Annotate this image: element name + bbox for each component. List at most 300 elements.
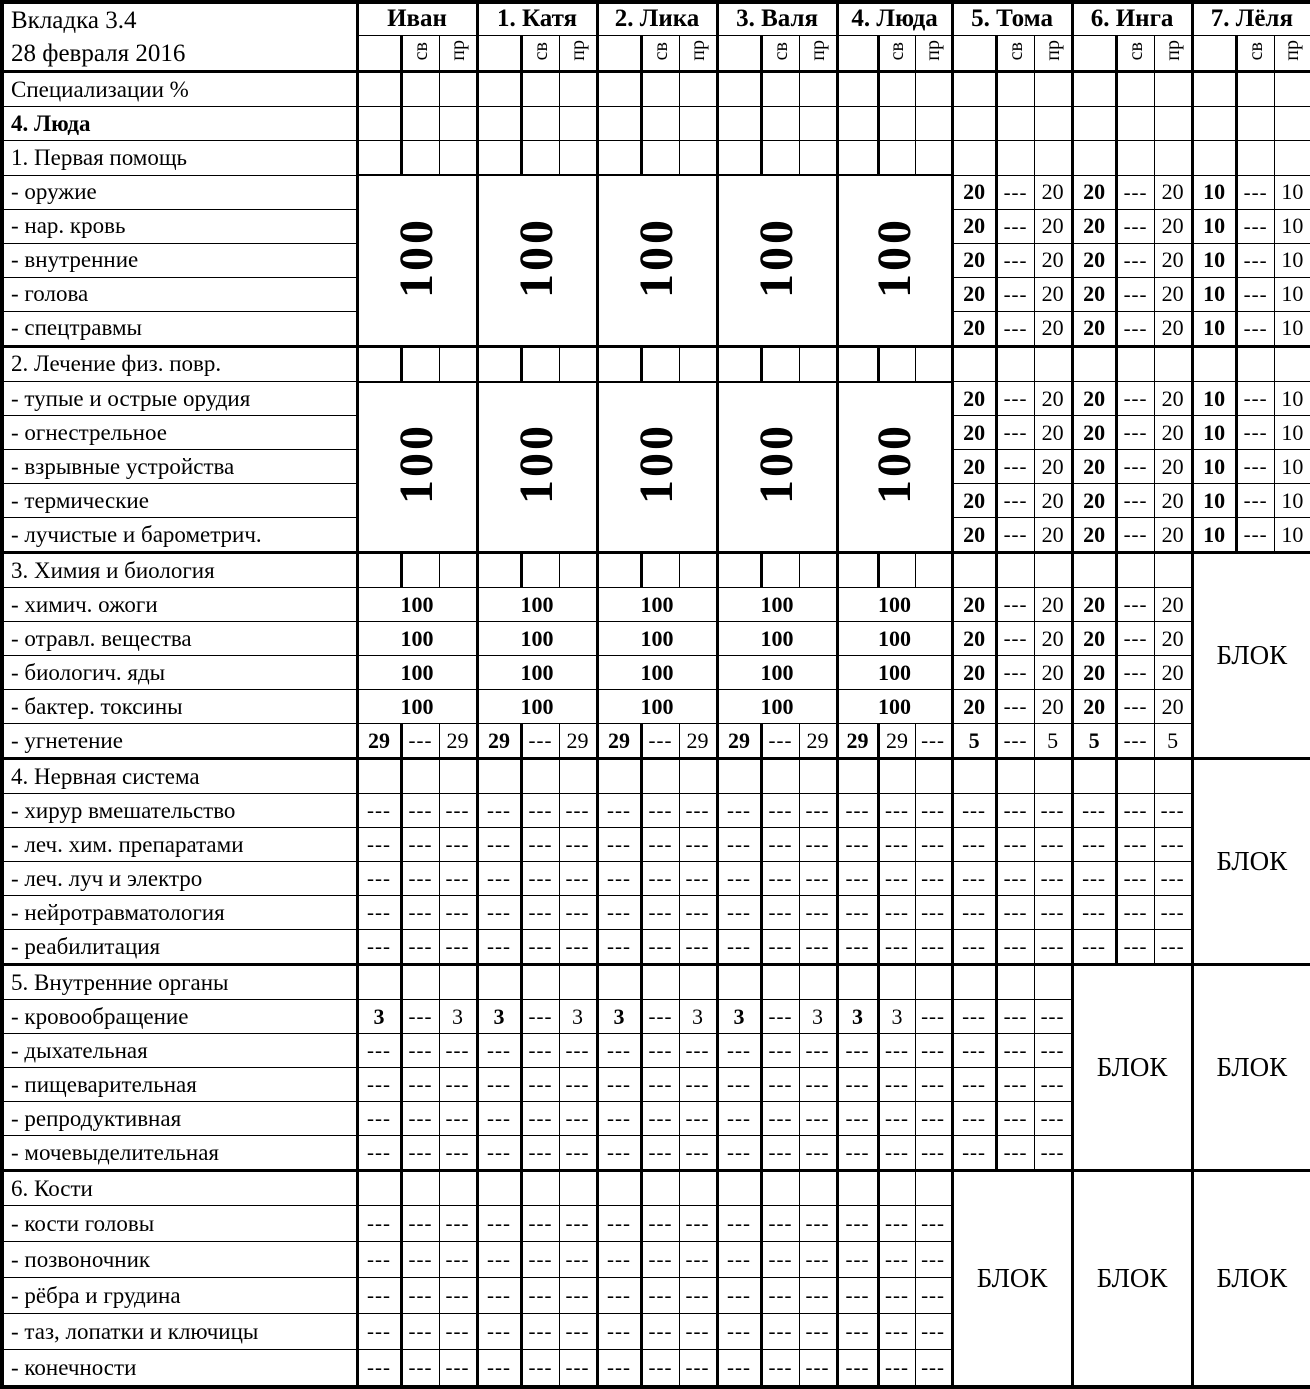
empty-cell — [477, 141, 521, 176]
subcol-header-sv — [401, 35, 439, 71]
value-cell: 20 — [1072, 518, 1116, 553]
row-label: - репродуктивная — [2, 1102, 357, 1136]
row-label: - мочевыделительная — [2, 1136, 357, 1171]
value-cell: --- — [641, 1206, 679, 1242]
value-cell: 10 — [1192, 311, 1236, 346]
value-cell: --- — [679, 1206, 717, 1242]
merged-100-cell — [717, 175, 837, 346]
value-cell: --- — [1116, 243, 1154, 277]
value-cell: --- — [641, 1068, 679, 1102]
value-cell: 10 — [1274, 382, 1310, 416]
subcol-header-blank — [1072, 35, 1116, 71]
value-cell: --- — [878, 1314, 915, 1350]
empty-cell — [521, 553, 559, 588]
subcol-header-pr-text: пр — [446, 39, 469, 61]
value-cell: --- — [401, 1136, 439, 1171]
value-cell: 20 — [1072, 622, 1116, 656]
merged-100-cell — [357, 175, 477, 346]
section-title: 3. Химия и биология — [2, 553, 357, 588]
value-cell: --- — [878, 828, 915, 862]
section-title: 2. Лечение физ. повр. — [2, 346, 357, 382]
value-cell: --- — [761, 1314, 799, 1350]
value-cell: --- — [799, 828, 837, 862]
empty-cell — [761, 1171, 799, 1206]
subcol-header-sv-text: св — [649, 41, 672, 60]
merged-100-cell-text: 100 — [867, 216, 921, 298]
person-header: 5. Тома — [952, 2, 1072, 35]
empty-cell — [837, 965, 878, 1000]
value-cell: --- — [521, 794, 559, 828]
empty-cell — [357, 759, 401, 794]
value-cell: --- — [717, 1206, 761, 1242]
value-cell: --- — [878, 930, 915, 965]
empty-cell — [915, 107, 952, 141]
empty-cell — [717, 965, 761, 1000]
value-cell: --- — [521, 1242, 559, 1278]
empty-cell — [1116, 72, 1154, 107]
value-cell: --- — [915, 1242, 952, 1278]
value-cell: --- — [357, 1136, 401, 1171]
value-cell: --- — [357, 1206, 401, 1242]
value-cell: --- — [521, 1034, 559, 1068]
empty-cell — [915, 553, 952, 588]
value-cell: --- — [1116, 794, 1154, 828]
value-cell: --- — [799, 862, 837, 896]
value-cell: 20 — [1072, 690, 1116, 724]
value-cell: --- — [357, 828, 401, 862]
row-label: - отравл. вещества — [2, 622, 357, 656]
value-cell: 10 — [1192, 277, 1236, 311]
empty-cell — [439, 72, 477, 107]
subcol-header-pr — [915, 35, 952, 71]
value-cell: --- — [761, 1206, 799, 1242]
value-cell: 20 — [1154, 209, 1192, 243]
value-cell: --- — [1034, 1102, 1072, 1136]
value-cell: --- — [597, 1102, 641, 1136]
value-cell: --- — [597, 862, 641, 896]
value-cell: --- — [477, 930, 521, 965]
empty-cell — [1072, 72, 1116, 107]
value-cell: --- — [401, 1068, 439, 1102]
value-cell: 20 — [1034, 243, 1072, 277]
value-cell: --- — [641, 1242, 679, 1278]
empty-cell — [477, 107, 521, 141]
value-cell: 20 — [952, 277, 996, 311]
value-cell: 20 — [1034, 690, 1072, 724]
empty-cell — [1034, 107, 1072, 141]
value-cell: 100 — [597, 588, 717, 622]
value-cell: 20 — [1154, 484, 1192, 518]
empty-cell — [521, 759, 559, 794]
subcol-header-sv-text: св — [529, 41, 552, 60]
empty-cell — [641, 1171, 679, 1206]
merged-100-cell-text: 100 — [750, 216, 804, 298]
value-cell: --- — [1236, 416, 1274, 450]
empty-cell — [1192, 141, 1236, 176]
value-cell: --- — [1236, 243, 1274, 277]
value-cell: --- — [679, 1102, 717, 1136]
value-cell: --- — [477, 1314, 521, 1350]
value-cell: --- — [1072, 794, 1116, 828]
value-cell: --- — [996, 1000, 1034, 1034]
empty-cell — [1116, 553, 1154, 588]
value-cell: --- — [799, 1034, 837, 1068]
empty-cell — [1154, 141, 1192, 176]
subcol-header-blank — [717, 35, 761, 71]
empty-cell — [878, 759, 915, 794]
empty-cell — [1236, 346, 1274, 382]
value-cell: --- — [717, 1034, 761, 1068]
empty-cell — [717, 1171, 761, 1206]
block-cell: БЛОК — [1072, 965, 1192, 1171]
value-cell: --- — [641, 794, 679, 828]
value-cell: --- — [521, 828, 559, 862]
empty-cell — [799, 346, 837, 382]
row-label: - реабилитация — [2, 930, 357, 965]
empty-cell — [641, 141, 679, 176]
merged-100-cell — [357, 382, 477, 553]
value-cell: 3 — [837, 1000, 878, 1034]
empty-cell — [439, 1171, 477, 1206]
value-cell: --- — [878, 1278, 915, 1314]
value-cell: --- — [878, 1136, 915, 1171]
empty-cell — [837, 553, 878, 588]
value-cell: --- — [357, 1068, 401, 1102]
value-cell: --- — [439, 1242, 477, 1278]
value-cell: --- — [641, 828, 679, 862]
section-title: 1. Первая помощь — [2, 141, 357, 176]
value-cell: --- — [996, 311, 1034, 346]
empty-cell — [996, 346, 1034, 382]
row-label: - спецтравмы — [2, 311, 357, 346]
sheet-title: Вкладка 3.4 — [11, 7, 137, 34]
value-cell: --- — [996, 862, 1034, 896]
value-cell: --- — [761, 794, 799, 828]
empty-cell — [401, 759, 439, 794]
value-cell: 20 — [1072, 416, 1116, 450]
value-cell: --- — [915, 1278, 952, 1314]
value-cell: --- — [439, 1350, 477, 1388]
empty-cell — [717, 346, 761, 382]
value-cell: --- — [952, 1136, 996, 1171]
value-cell: --- — [996, 382, 1034, 416]
empty-cell — [952, 141, 996, 176]
row-label: - рёбра и грудина — [2, 1278, 357, 1314]
value-cell: --- — [1116, 862, 1154, 896]
empty-cell — [837, 346, 878, 382]
value-cell: --- — [401, 1102, 439, 1136]
value-cell: --- — [717, 828, 761, 862]
empty-cell — [679, 965, 717, 1000]
empty-cell — [1192, 107, 1236, 141]
value-cell: --- — [521, 724, 559, 759]
value-cell: --- — [915, 794, 952, 828]
value-cell: 29 — [559, 724, 597, 759]
value-cell: 29 — [679, 724, 717, 759]
value-cell: --- — [559, 1068, 597, 1102]
value-cell: --- — [439, 930, 477, 965]
value-cell: --- — [915, 724, 952, 759]
value-cell: --- — [878, 1102, 915, 1136]
empty-cell — [717, 141, 761, 176]
value-cell: 5 — [952, 724, 996, 759]
value-cell: --- — [761, 1034, 799, 1068]
subcol-header-pr-text: пр — [566, 39, 589, 61]
empty-cell — [357, 72, 401, 107]
value-cell: --- — [1116, 588, 1154, 622]
value-cell: 20 — [1154, 656, 1192, 690]
value-cell: --- — [1116, 896, 1154, 930]
empty-cell — [679, 107, 717, 141]
value-cell: 100 — [837, 588, 952, 622]
value-cell: --- — [996, 1102, 1034, 1136]
value-cell: --- — [477, 1242, 521, 1278]
value-cell: --- — [521, 1102, 559, 1136]
value-cell: --- — [996, 794, 1034, 828]
value-cell: --- — [477, 862, 521, 896]
value-cell: 20 — [1034, 656, 1072, 690]
value-cell: 10 — [1192, 243, 1236, 277]
empty-cell — [439, 553, 477, 588]
empty-cell — [401, 346, 439, 382]
value-cell: --- — [357, 930, 401, 965]
value-cell: --- — [837, 828, 878, 862]
value-cell: --- — [357, 896, 401, 930]
empty-cell — [837, 1171, 878, 1206]
value-cell: --- — [641, 1278, 679, 1314]
value-cell: --- — [1034, 1034, 1072, 1068]
empty-cell — [559, 107, 597, 141]
value-cell: 100 — [477, 656, 597, 690]
empty-cell — [761, 965, 799, 1000]
value-cell: --- — [401, 828, 439, 862]
value-cell: --- — [837, 1102, 878, 1136]
subcol-header-blank — [837, 35, 878, 71]
value-cell: --- — [761, 1350, 799, 1388]
empty-cell — [559, 759, 597, 794]
value-cell: --- — [477, 896, 521, 930]
value-cell: --- — [597, 1242, 641, 1278]
subcol-header-pr-text: пр — [1281, 39, 1304, 61]
value-cell: --- — [521, 896, 559, 930]
row-label: - взрывные устройства — [2, 450, 357, 484]
value-cell: --- — [761, 828, 799, 862]
value-cell: 20 — [952, 243, 996, 277]
value-cell: --- — [996, 724, 1034, 759]
value-cell: 20 — [1072, 277, 1116, 311]
empty-cell — [559, 141, 597, 176]
value-cell: 29 — [357, 724, 401, 759]
value-cell: --- — [761, 930, 799, 965]
person-header: 7. Лёля — [1192, 2, 1310, 35]
value-cell: --- — [521, 1000, 559, 1034]
value-cell: 20 — [1034, 277, 1072, 311]
value-cell: --- — [1154, 930, 1192, 965]
value-cell: 10 — [1192, 416, 1236, 450]
subcol-header-sv-text: св — [1244, 41, 1267, 60]
value-cell: --- — [799, 794, 837, 828]
value-cell: --- — [799, 1350, 837, 1388]
value-cell: 10 — [1274, 450, 1310, 484]
value-cell: --- — [915, 930, 952, 965]
row-label: - таз, лопатки и ключицы — [2, 1314, 357, 1350]
empty-cell — [717, 72, 761, 107]
value-cell: --- — [996, 243, 1034, 277]
value-cell: --- — [559, 1102, 597, 1136]
empty-cell — [477, 346, 521, 382]
value-cell: 20 — [1034, 175, 1072, 209]
empty-cell — [477, 965, 521, 1000]
value-cell: 20 — [1034, 450, 1072, 484]
empty-cell — [717, 553, 761, 588]
value-cell: 20 — [1154, 416, 1192, 450]
value-cell: --- — [717, 930, 761, 965]
empty-cell — [1236, 141, 1274, 176]
empty-cell — [559, 72, 597, 107]
empty-cell — [1072, 346, 1116, 382]
value-cell: --- — [1236, 277, 1274, 311]
value-cell: --- — [1034, 828, 1072, 862]
value-cell: --- — [996, 484, 1034, 518]
value-cell: --- — [679, 930, 717, 965]
value-cell: 3 — [559, 1000, 597, 1034]
subcol-header-pr-text: пр — [686, 39, 709, 61]
value-cell: --- — [717, 896, 761, 930]
empty-cell — [477, 553, 521, 588]
value-cell: --- — [1236, 382, 1274, 416]
subcol-header-blank — [477, 35, 521, 71]
value-cell: --- — [559, 1206, 597, 1242]
merged-100-cell-text: 100 — [867, 423, 921, 505]
value-cell: --- — [761, 724, 799, 759]
value-cell: --- — [996, 656, 1034, 690]
value-cell: --- — [1236, 518, 1274, 553]
value-cell: --- — [878, 1034, 915, 1068]
value-cell: 20 — [1034, 209, 1072, 243]
empty-cell — [799, 141, 837, 176]
value-cell: --- — [679, 794, 717, 828]
value-cell: --- — [799, 1278, 837, 1314]
value-cell: --- — [597, 1314, 641, 1350]
value-cell: 29 — [717, 724, 761, 759]
subcol-header-sv-text: св — [1124, 41, 1147, 60]
value-cell: --- — [1236, 484, 1274, 518]
value-cell: --- — [1116, 175, 1154, 209]
value-cell: --- — [439, 1314, 477, 1350]
empty-cell — [521, 72, 559, 107]
value-cell: 20 — [1034, 382, 1072, 416]
subcol-header-pr — [799, 35, 837, 71]
empty-cell — [1154, 107, 1192, 141]
empty-cell — [996, 759, 1034, 794]
subcol-header-sv — [1116, 35, 1154, 71]
block-cell: БЛОК — [952, 1171, 1072, 1388]
value-cell: 20 — [1034, 416, 1072, 450]
value-cell: --- — [439, 794, 477, 828]
empty-cell — [878, 107, 915, 141]
value-cell: 100 — [477, 622, 597, 656]
empty-cell — [641, 553, 679, 588]
value-cell: --- — [1116, 930, 1154, 965]
value-cell: --- — [1072, 930, 1116, 965]
empty-cell — [996, 107, 1034, 141]
empty-cell — [878, 141, 915, 176]
empty-cell — [521, 1171, 559, 1206]
value-cell: --- — [401, 896, 439, 930]
person-header: 6. Инга — [1072, 2, 1192, 35]
value-cell: --- — [915, 1034, 952, 1068]
value-cell: 10 — [1274, 209, 1310, 243]
empty-cell — [996, 141, 1034, 176]
subcol-header-blank — [597, 35, 641, 71]
value-cell: 20 — [1072, 311, 1116, 346]
subcol-header-sv — [996, 35, 1034, 71]
row-label: - бактер. токсины — [2, 690, 357, 724]
value-cell: 20 — [1072, 484, 1116, 518]
row-label: - химич. ожоги — [2, 588, 357, 622]
empty-cell — [878, 1171, 915, 1206]
value-cell: --- — [521, 1278, 559, 1314]
empty-cell — [597, 965, 641, 1000]
value-cell: 10 — [1192, 484, 1236, 518]
value-cell: --- — [597, 930, 641, 965]
value-cell: --- — [717, 794, 761, 828]
value-cell: --- — [521, 930, 559, 965]
value-cell: --- — [439, 1206, 477, 1242]
value-cell: 10 — [1192, 382, 1236, 416]
empty-cell — [597, 553, 641, 588]
value-cell: 29 — [837, 724, 878, 759]
value-cell: --- — [1116, 484, 1154, 518]
value-cell: --- — [439, 1278, 477, 1314]
value-cell: --- — [679, 862, 717, 896]
value-cell: 20 — [1034, 311, 1072, 346]
value-cell: --- — [1034, 1068, 1072, 1102]
value-cell: --- — [559, 828, 597, 862]
value-cell: --- — [837, 1350, 878, 1388]
value-cell: --- — [952, 862, 996, 896]
subcol-header-pr — [1154, 35, 1192, 71]
value-cell: --- — [996, 896, 1034, 930]
value-cell: 20 — [1034, 518, 1072, 553]
subcol-header-blank — [1192, 35, 1236, 71]
meta-row-label: Специализации % — [2, 72, 357, 107]
empty-cell — [837, 759, 878, 794]
empty-cell — [761, 346, 799, 382]
subcol-header-sv-text: св — [769, 41, 792, 60]
value-cell: --- — [878, 1242, 915, 1278]
value-cell: --- — [1116, 382, 1154, 416]
empty-cell — [1034, 965, 1072, 1000]
row-label: - угнетение — [2, 724, 357, 759]
person-header: 3. Валя — [717, 2, 837, 35]
value-cell: --- — [996, 828, 1034, 862]
value-cell: 29 — [597, 724, 641, 759]
value-cell: --- — [679, 1350, 717, 1388]
empty-cell — [878, 965, 915, 1000]
block-cell: БЛОК — [1072, 1171, 1192, 1388]
empty-cell — [1034, 759, 1072, 794]
value-cell: --- — [1072, 896, 1116, 930]
value-cell: --- — [915, 828, 952, 862]
empty-cell — [559, 553, 597, 588]
value-cell: --- — [915, 1102, 952, 1136]
value-cell: --- — [439, 896, 477, 930]
value-cell: --- — [559, 1136, 597, 1171]
value-cell: --- — [1116, 416, 1154, 450]
row-label: - дыхательная — [2, 1034, 357, 1068]
value-cell: --- — [401, 862, 439, 896]
